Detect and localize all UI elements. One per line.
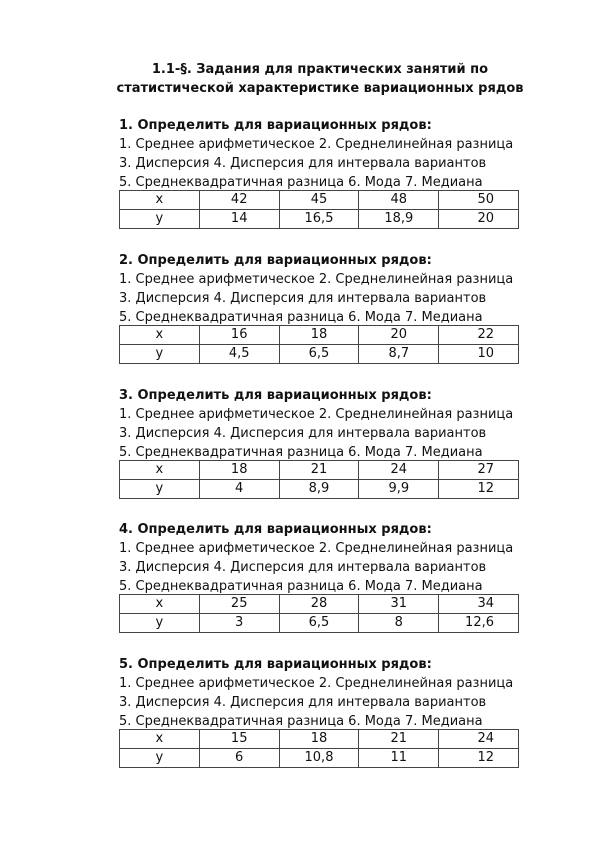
title-line-2: статистической характеристике вариационных рядов [116, 81, 524, 96]
task-line: 1. Среднее арифметическое 2. Среднелинейная разница [119, 541, 514, 556]
table-cell: 10,8 [279, 749, 359, 768]
table-cell: 18 [199, 461, 279, 480]
table-cell: x [120, 461, 200, 480]
table-cell: 18 [279, 326, 359, 345]
title-line-1: 1.1-§. Задания для практических занятий по [151, 62, 489, 77]
document-title [80, 60, 560, 98]
task-line: 5. Среднеквадратичная разница 6. Мода 7. Медиана [119, 579, 483, 594]
table-cell: 24 [439, 730, 519, 749]
table-row-x [120, 191, 519, 210]
table-cell: y [120, 749, 200, 768]
table-cell: 25 [199, 595, 279, 614]
table-cell: 22 [439, 326, 519, 345]
table-row-y [120, 210, 519, 229]
values-table [119, 190, 519, 229]
task-line: 3. Дисперсия 4. Дисперсия для интервала вариантов [119, 291, 487, 306]
task-3 [119, 386, 519, 499]
table-cell: x [120, 326, 200, 345]
table-cell: 8 [359, 614, 439, 633]
task-line: 5. Среднеквадратичная разница 6. Мода 7. Медиана [119, 310, 483, 325]
task-1 [119, 116, 519, 229]
values-table [119, 325, 519, 364]
table-cell: 48 [359, 191, 439, 210]
table-row-y [120, 749, 519, 768]
task-line: 3. Дисперсия 4. Дисперсия для интервала вариантов [119, 560, 487, 575]
table-cell: 12,6 [439, 614, 519, 633]
task-4 [119, 520, 519, 633]
table-cell: 14 [199, 210, 279, 229]
table-cell: 9,9 [359, 480, 439, 499]
task-line: 3. Дисперсия 4. Дисперсия для интервала вариантов [119, 695, 487, 710]
table-cell: y [120, 614, 200, 633]
table-row-x [120, 595, 519, 614]
task-5 [119, 655, 519, 768]
task-heading: 3. Определить для вариационных рядов: [119, 388, 432, 403]
table-row-x [120, 461, 519, 480]
table-cell: x [120, 595, 200, 614]
table-cell: 4,5 [199, 345, 279, 364]
table-cell: 18 [279, 730, 359, 749]
table-cell: y [120, 480, 200, 499]
table-cell: 3 [199, 614, 279, 633]
values-table [119, 594, 519, 633]
table-cell: 6,5 [279, 614, 359, 633]
task-line: 3. Дисперсия 4. Дисперсия для интервала вариантов [119, 156, 487, 171]
table-cell: 31 [359, 595, 439, 614]
table-cell: 20 [439, 210, 519, 229]
table-cell: 16,5 [279, 210, 359, 229]
table-cell: 45 [279, 191, 359, 210]
table-cell: 6 [199, 749, 279, 768]
table-cell: 21 [279, 461, 359, 480]
task-line: 5. Среднеквадратичная разница 6. Мода 7. Медиана [119, 714, 483, 729]
table-row-x [120, 326, 519, 345]
task-line: 1. Среднее арифметическое 2. Среднелинейная разница [119, 676, 514, 691]
task-heading: 5. Определить для вариационных рядов: [119, 657, 432, 672]
table-cell: x [120, 730, 200, 749]
table-cell: 4 [199, 480, 279, 499]
task-line: 3. Дисперсия 4. Дисперсия для интервала вариантов [119, 426, 487, 441]
task-heading: 4. Определить для вариационных рядов: [119, 522, 432, 537]
table-cell: 34 [439, 595, 519, 614]
task-line: 5. Среднеквадратичная разница 6. Мода 7. Медиана [119, 175, 483, 190]
table-row-y [120, 480, 519, 499]
table-cell: y [120, 345, 200, 364]
task-line: 1. Среднее арифметическое 2. Среднелинейная разница [119, 407, 514, 422]
task-2 [119, 251, 519, 364]
task-line: 1. Среднее арифметическое 2. Среднелинейная разница [119, 272, 514, 287]
table-cell: 12 [439, 749, 519, 768]
table-cell: 8,7 [359, 345, 439, 364]
table-cell: 18,9 [359, 210, 439, 229]
table-cell: 12 [439, 480, 519, 499]
table-cell: 24 [359, 461, 439, 480]
table-cell: 16 [199, 326, 279, 345]
table-cell: 21 [359, 730, 439, 749]
table-row-x [120, 730, 519, 749]
values-table [119, 729, 519, 768]
table-cell: 20 [359, 326, 439, 345]
table-row-y [120, 614, 519, 633]
table-cell: 42 [199, 191, 279, 210]
table-cell: 28 [279, 595, 359, 614]
table-cell: 6,5 [279, 345, 359, 364]
table-row-y [120, 345, 519, 364]
table-cell: 10 [439, 345, 519, 364]
task-line: 5. Среднеквадратичная разница 6. Мода 7. Медиана [119, 445, 483, 460]
table-cell: 27 [439, 461, 519, 480]
table-cell: 15 [199, 730, 279, 749]
table-cell: x [120, 191, 200, 210]
table-cell: 11 [359, 749, 439, 768]
values-table [119, 460, 519, 499]
table-cell: y [120, 210, 200, 229]
table-cell: 8,9 [279, 480, 359, 499]
task-heading: 1. Определить для вариационных рядов: [119, 118, 432, 133]
task-heading: 2. Определить для вариационных рядов: [119, 253, 432, 268]
table-cell: 50 [439, 191, 519, 210]
task-line: 1. Среднее арифметическое 2. Среднелинейная разница [119, 137, 514, 152]
